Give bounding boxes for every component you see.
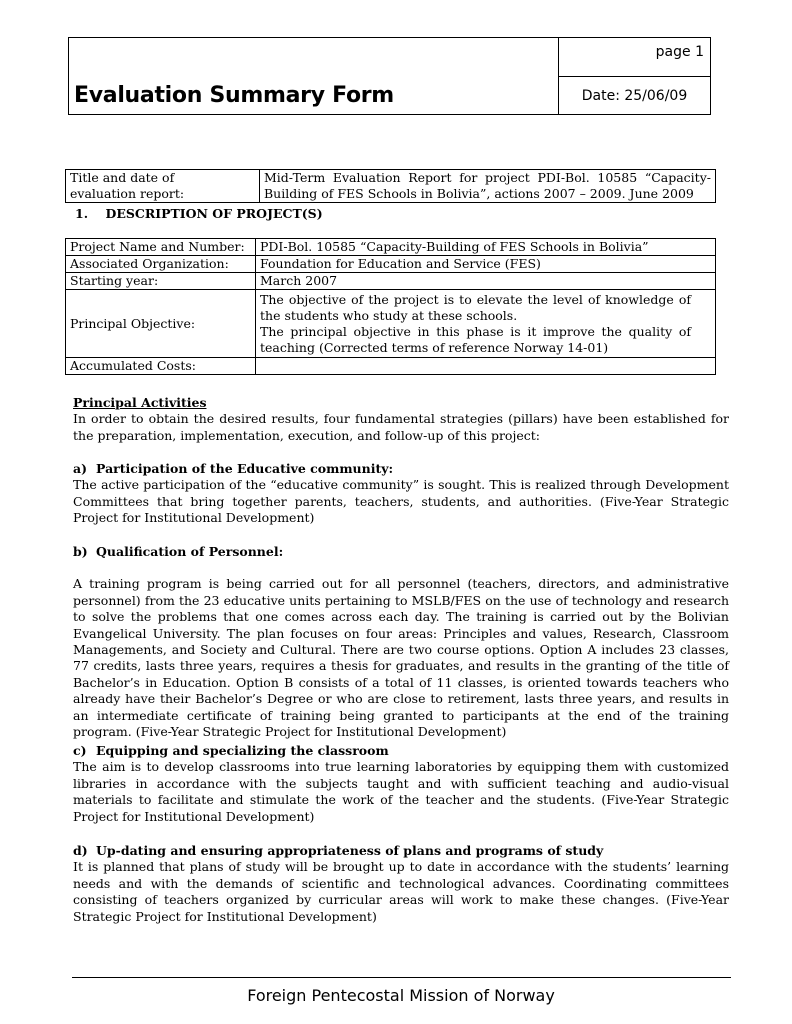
objective-paragraph-1: The objective of the project is to elevate the level of knowledge of the students who study at these schools. [260,292,691,323]
header-title-cell [69,38,559,114]
section-number: 1. [75,206,89,221]
footer-text: Foreign Pentecostal Mission of Norway [247,986,555,1005]
activity-c [73,743,729,825]
costs-label: Accumulated Costs: [66,358,256,375]
activity-letter: a) [73,461,88,476]
activity-letter: b) [73,544,88,559]
row-value: PDI-Bol. 10585 “Capacity-Building of FES Schools in Bolivia” [256,239,716,256]
activity-title-text: Up-dating and ensuring appropriateness of plans and programs of study [96,843,604,858]
activity-letter: c) [73,743,87,758]
section-heading [75,206,323,221]
title-date-table [65,169,716,203]
row-label: Associated Organization: [66,256,256,273]
activity-d [73,843,729,925]
header-date: Date: 25/06/09 [581,87,688,104]
title-date-label-line1: Title and date of [70,170,175,185]
activities-section [73,395,729,444]
table-row [66,239,716,256]
table-row [66,290,716,358]
activities-intro: In order to obtain the desired results, four fundamental strategies (pillars) have been established for the preparation, implementation, execution, and follow-up of this project: [73,411,729,443]
activity-title [73,843,729,859]
row-value: March 2007 [256,273,716,290]
page-number: page 1 [655,44,704,60]
footer-divider [72,977,731,978]
activity-title [73,743,729,759]
activity-title [73,544,729,560]
objective-value [256,290,716,358]
objective-paragraph-2: The principal objective in this phase is it improve the quality of teaching (Corrected terms of reference Norway 14-01) [260,324,691,355]
activities-heading: Principal Activities [73,395,207,410]
table-row [66,358,716,375]
costs-value [256,358,716,375]
activity-text: A training program is being carried out for all personnel (teachers, directors, and administrative personnel) from the 23 educative units pertaining to MSLB/FES on the use of technology and research to solve the problems that one comes across each day. The training is carried out by the Bolivian Evangelical University. The plan focuses on four areas: Principles and values, Research, Classroom Managements, and Society and Cultural. There are two course options. Option A includes 23 classes, 77 credits, lasts three years, requires a thesis for graduates, and results in the granting of the title of Bachelor’s in Education. Option B consists of a total of 11 classes, is oriented towards teachers who already have their Bachelor’s Degree or who are close to retirement, lasts three years, and results in an intermediate certificate of training being granted to participants at the end of the training program. (Five-Year Strategic Project for Institutional Development) [73,576,729,740]
project-table [65,238,716,375]
row-label: Project Name and Number: [66,239,256,256]
section-title: DESCRIPTION OF PROJECT(S) [105,206,323,221]
page-title: Evaluation Summary Form [74,83,394,108]
activity-title-text: Qualification of Personnel: [96,544,284,559]
title-date-value: Mid-Term Evaluation Report for project PDI-Bol. 10585 “Capacity-Building of FES Schools in Bolivia”, actions 2007 – 2009. June 2009 [260,170,716,203]
activity-b [73,544,729,740]
header-page-cell [559,38,710,77]
table-row [66,273,716,290]
title-date-label [66,170,260,203]
activity-title-text: Participation of the Educative community: [96,461,394,476]
activity-text: The active participation of the “educative community” is sought. This is realized through Development Committees that bring together parents, teachers, students, and authorities. (Five-Year Strategic Project for Institutional Development) [73,477,729,526]
row-value: Foundation for Education and Service (FES) [256,256,716,273]
activity-title-text: Equipping and specializing the classroom [96,743,389,758]
title-date-label-line2: evaluation report: [70,186,185,201]
objective-label: Principal Objective: [66,290,256,358]
table-row [66,256,716,273]
activity-letter: d) [73,843,88,858]
activity-a [73,461,729,527]
activity-title [73,461,729,477]
activity-text: It is planned that plans of study will be brought up to date in accordance with the students’ learning needs and with the demands of scientific and technological advances. Coordinating committees consisting of teachers organized by curricular areas will work to make these changes. (Five-Year Strategic Project for Institutional Development) [73,859,729,924]
row-label: Starting year: [66,273,256,290]
form-header [68,37,711,115]
activity-text: The aim is to develop classrooms into true learning laboratories by equipping them with customized libraries in accordance with the subjects taught and with sufficient teaching and audio-visual materials to facilitate and stimulate the work of the teacher and the students. (Five-Year Strategic Project for Institutional Development) [73,759,729,824]
